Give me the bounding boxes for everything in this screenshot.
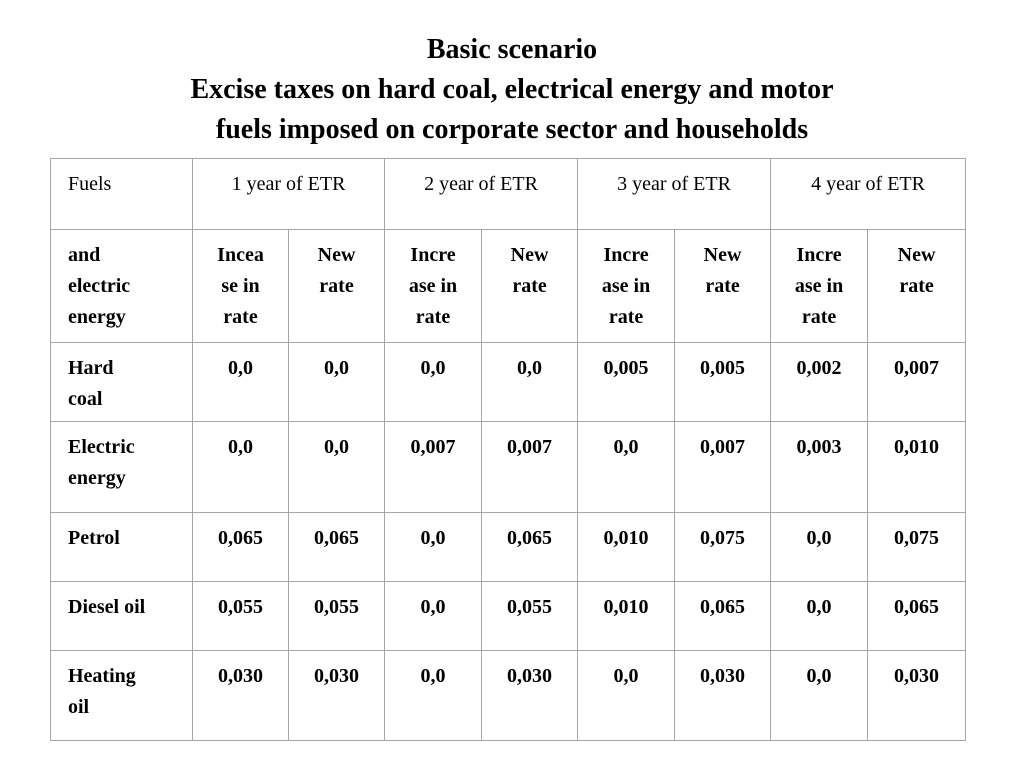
table-cell: 0,0 [385, 582, 482, 651]
table-cell: 0,002 [771, 343, 868, 422]
subheader-new-rate [482, 230, 578, 343]
row-label-line: Electric [68, 436, 135, 458]
table-cell: 0,0 [385, 343, 482, 422]
subheader-line: rate [608, 306, 644, 328]
table-subheader-row [51, 230, 966, 343]
table-cell: 0,007 [868, 343, 966, 422]
table-cell: 0,0 [289, 343, 385, 422]
table-cell: 0,010 [868, 422, 966, 513]
subheader-line: Incre [796, 244, 842, 266]
row-label-line: Diesel oil [68, 596, 146, 618]
table-header-row [51, 159, 966, 230]
subheader-line: ase in [794, 275, 844, 297]
slide-title [0, 30, 1024, 150]
table-cell: 0,0 [385, 513, 482, 582]
table-cell: 0,0 [289, 422, 385, 513]
subheader-fuels-cell [51, 230, 193, 343]
subheader-line: Incea [217, 244, 264, 266]
table-cell: 0,065 [675, 582, 771, 651]
subheader-line: New [510, 244, 549, 266]
subheader-line: rate [512, 275, 547, 297]
table-cell: 0,010 [578, 513, 675, 582]
header-year-2: 2 year of ETR [385, 159, 578, 230]
table-cell: 0,003 [771, 422, 868, 513]
subheader-line: rate [801, 306, 837, 328]
table-cell: 0,005 [578, 343, 675, 422]
table-cell: 0,065 [193, 513, 289, 582]
row-label-line: energy [68, 467, 126, 489]
row-label [51, 651, 193, 741]
table-cell: 0,055 [193, 582, 289, 651]
table-cell: 0,0 [578, 422, 675, 513]
subheader-line: ase in [601, 275, 651, 297]
title-line-3: fuels imposed on corporate sector and households [215, 114, 809, 145]
table-row-petrol [51, 513, 966, 582]
table-cell: 0,075 [868, 513, 966, 582]
subheader-line: rate [319, 275, 354, 297]
table-cell: 0,007 [385, 422, 482, 513]
table-cell: 0,065 [868, 582, 966, 651]
table-cell: 0,0 [193, 343, 289, 422]
subheader-new-rate [675, 230, 771, 343]
title-line-2: Excise taxes on hard coal, electrical energy and motor [190, 74, 834, 105]
row-label-line: coal [68, 388, 103, 410]
table-cell: 0,0 [482, 343, 578, 422]
table-row-heating-oil [51, 651, 966, 741]
row-label [51, 513, 193, 582]
table-cell: 0,075 [675, 513, 771, 582]
table-cell: 0,065 [482, 513, 578, 582]
subheader-line: New [703, 244, 742, 266]
subheader-increase-in-rate [771, 230, 868, 343]
subheader-fuels-line: and [68, 244, 101, 266]
row-label-line: Hard [68, 357, 114, 379]
table-cell: 0,0 [385, 651, 482, 741]
table-cell: 0,007 [675, 422, 771, 513]
subheader-line: New [897, 244, 936, 266]
subheader-new-rate [289, 230, 385, 343]
table-cell: 0,030 [193, 651, 289, 741]
subheader-line: rate [899, 275, 934, 297]
header-year-3: 3 year of ETR [578, 159, 771, 230]
row-label [51, 422, 193, 513]
row-label [51, 582, 193, 651]
table-cell: 0,030 [868, 651, 966, 741]
table-cell: 0,0 [771, 651, 868, 741]
header-year-4: 4 year of ETR [771, 159, 966, 230]
subheader-line: se in [221, 275, 260, 297]
subheader-increase-in-rate [193, 230, 289, 343]
table-cell: 0,010 [578, 582, 675, 651]
header-fuels: Fuels [51, 159, 193, 230]
row-label-line: Heating [68, 665, 136, 687]
row-label-line: Petrol [68, 527, 120, 549]
row-label [51, 343, 193, 422]
table-cell: 0,0 [771, 513, 868, 582]
subheader-line: New [317, 244, 356, 266]
subheader-new-rate [868, 230, 966, 343]
table-row-electric-energy [51, 422, 966, 513]
table-cell: 0,0 [771, 582, 868, 651]
subheader-fuels-line: energy [68, 306, 126, 328]
subheader-fuels-line: electric [68, 275, 131, 297]
table-cell: 0,0 [578, 651, 675, 741]
table-cell: 0,030 [482, 651, 578, 741]
subheader-line: rate [415, 306, 451, 328]
table-cell: 0,030 [675, 651, 771, 741]
table-cell: 0,055 [289, 582, 385, 651]
subheader-line: rate [705, 275, 740, 297]
table-cell: 0,0 [193, 422, 289, 513]
table-cell: 0,055 [482, 582, 578, 651]
table-cell: 0,007 [482, 422, 578, 513]
subheader-increase-in-rate [385, 230, 482, 343]
table-row-diesel-oil [51, 582, 966, 651]
subheader-line: Incre [410, 244, 456, 266]
table-row-hard-coal [51, 343, 966, 422]
excise-tax-table [50, 158, 966, 741]
subheader-line: rate [223, 306, 258, 328]
subheader-line: Incre [603, 244, 649, 266]
row-label-line: oil [68, 696, 90, 718]
header-year-1: 1 year of ETR [193, 159, 385, 230]
table-cell: 0,065 [289, 513, 385, 582]
subheader-increase-in-rate [578, 230, 675, 343]
table-cell: 0,030 [289, 651, 385, 741]
title-line-1: Basic scenario [426, 34, 598, 65]
table-cell: 0,005 [675, 343, 771, 422]
subheader-line: ase in [408, 275, 458, 297]
